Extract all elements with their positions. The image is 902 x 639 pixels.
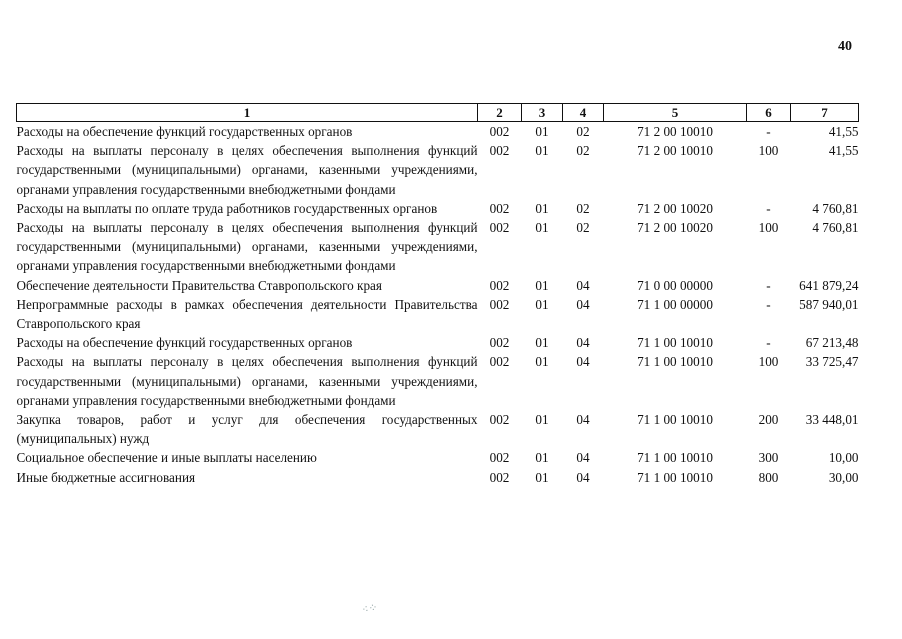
row-subsection: 04 bbox=[576, 277, 590, 293]
row-ministry: 002 bbox=[489, 335, 510, 351]
row-name: Расходы на выплаты персоналу в целях обеспечения выполнения функций государственными (муниципальными) органами, казенными учреждениями, органами управления государственными внебюджетными фондами bbox=[16, 354, 478, 408]
row-subsection: 02 bbox=[576, 220, 590, 236]
table-body bbox=[17, 122, 859, 487]
header-col-5: 5 bbox=[604, 104, 747, 122]
row-name: Расходы на выплаты персоналу в целях обеспечения выполнения функций государственными (муниципальными) органами, казенными учреждениями, органами управления государственными внебюджетными фондами bbox=[16, 220, 478, 274]
row-subsection: 04 bbox=[576, 450, 590, 466]
row-expense-type: 200 bbox=[758, 412, 779, 428]
row-subsection: 04 bbox=[576, 354, 590, 370]
row-ministry: 002 bbox=[489, 450, 510, 466]
table-row bbox=[17, 333, 859, 352]
table-row bbox=[17, 295, 859, 333]
row-section: 01 bbox=[535, 124, 549, 139]
row-section: 01 bbox=[535, 220, 549, 236]
header-col-2: 2 bbox=[478, 104, 522, 122]
row-ministry: 002 bbox=[489, 296, 510, 312]
table-row bbox=[17, 199, 859, 218]
row-target-article: 71 1 00 10010 bbox=[637, 469, 713, 485]
row-amount: 33 448,01 bbox=[805, 412, 859, 428]
row-name: Расходы на выплаты персоналу в целях обеспечения выполнения функций государственными (муниципальными) органами, казенными учреждениями, органами управления государственными внебюджетными фондами bbox=[16, 143, 478, 197]
table-row bbox=[17, 141, 859, 199]
row-expense-type: - bbox=[766, 296, 771, 312]
row-subsection: 04 bbox=[576, 469, 590, 485]
header-col-4: 4 bbox=[563, 104, 604, 122]
row-target-article: 71 1 00 00000 bbox=[637, 296, 713, 312]
row-subsection: 04 bbox=[576, 296, 590, 312]
row-section: 01 bbox=[535, 200, 549, 216]
table-row bbox=[17, 468, 859, 487]
row-amount: 67 213,48 bbox=[805, 335, 859, 351]
row-section: 01 bbox=[535, 277, 549, 293]
row-ministry: 002 bbox=[489, 354, 510, 370]
budget-table bbox=[16, 103, 859, 487]
scan-smudge: ⁖⁘ bbox=[361, 601, 379, 617]
page-number: 40 bbox=[838, 39, 852, 54]
row-target-article: 71 2 00 10010 bbox=[637, 124, 713, 139]
row-section: 01 bbox=[535, 335, 549, 351]
row-subsection: 02 bbox=[576, 143, 590, 159]
row-target-article: 71 1 00 10010 bbox=[637, 412, 713, 428]
row-section: 01 bbox=[535, 469, 549, 485]
row-name: Непрограммные расходы в рамках обеспечения деятельности Правительства Ставропольского края bbox=[16, 296, 478, 332]
row-name: Иные бюджетные ассигнования bbox=[16, 469, 196, 485]
row-subsection: 02 bbox=[576, 124, 590, 139]
row-name: Закупка товаров, работ и услуг для обеспечения государственных (муниципальных) нужд bbox=[16, 412, 478, 447]
row-amount: 33 725,47 bbox=[805, 354, 859, 370]
row-subsection: 04 bbox=[576, 412, 590, 428]
row-section: 01 bbox=[535, 143, 549, 159]
row-expense-type: - bbox=[766, 277, 771, 293]
row-ministry: 002 bbox=[489, 469, 510, 485]
row-amount: 10,00 bbox=[828, 450, 859, 466]
row-section: 01 bbox=[535, 450, 549, 466]
row-expense-type: 100 bbox=[758, 354, 779, 370]
row-name: Расходы на обеспечение функций государственных органов bbox=[16, 335, 353, 351]
row-amount: 4 760,81 bbox=[812, 220, 859, 236]
row-target-article: 71 1 00 10010 bbox=[637, 450, 713, 466]
row-section: 01 bbox=[535, 412, 549, 428]
row-amount: 4 760,81 bbox=[812, 200, 859, 216]
row-section: 01 bbox=[535, 354, 549, 370]
table-row bbox=[17, 218, 859, 276]
table-row bbox=[17, 410, 859, 448]
row-target-article: 71 2 00 10020 bbox=[637, 200, 713, 216]
table-row bbox=[17, 276, 859, 295]
row-ministry: 002 bbox=[489, 124, 510, 139]
row-subsection: 04 bbox=[576, 335, 590, 351]
row-expense-type: 800 bbox=[758, 469, 779, 485]
header-col-6: 6 bbox=[747, 104, 791, 122]
row-expense-type: - bbox=[766, 200, 771, 216]
table-row bbox=[17, 352, 859, 410]
row-target-article: 71 1 00 10010 bbox=[637, 354, 713, 370]
row-name: Социальное обеспечение и иные выплаты населению bbox=[16, 450, 317, 466]
header-col-1: 1 bbox=[17, 104, 478, 122]
row-amount: 41,55 bbox=[828, 124, 859, 139]
row-name: Обеспечение деятельности Правительства Ставропольского края bbox=[16, 277, 382, 293]
table-row bbox=[17, 448, 859, 467]
row-ministry: 002 bbox=[489, 200, 510, 216]
row-expense-type: 100 bbox=[758, 143, 779, 159]
row-amount: 41,55 bbox=[828, 143, 859, 159]
row-section: 01 bbox=[535, 296, 549, 312]
row-name: Расходы на обеспечение функций государственных органов bbox=[16, 124, 353, 139]
row-amount: 641 879,24 bbox=[799, 277, 859, 293]
header-row bbox=[17, 104, 859, 122]
row-target-article: 71 0 00 00000 bbox=[637, 277, 713, 293]
row-target-article: 71 2 00 10020 bbox=[637, 220, 713, 236]
row-target-article: 71 1 00 10010 bbox=[637, 335, 713, 351]
header-col-3: 3 bbox=[522, 104, 563, 122]
row-ministry: 002 bbox=[489, 412, 510, 428]
row-amount: 587 940,01 bbox=[799, 296, 859, 312]
row-ministry: 002 bbox=[489, 220, 510, 236]
row-expense-type: 100 bbox=[758, 220, 779, 236]
table-row bbox=[17, 122, 859, 142]
row-target-article: 71 2 00 10010 bbox=[637, 143, 713, 159]
row-amount: 30,00 bbox=[828, 469, 859, 485]
row-ministry: 002 bbox=[489, 277, 510, 293]
row-ministry: 002 bbox=[489, 143, 510, 159]
row-expense-type: - bbox=[766, 335, 771, 351]
row-expense-type: - bbox=[766, 124, 771, 139]
row-name: Расходы на выплаты по оплате труда работников государственных органов bbox=[16, 200, 438, 216]
header-col-7: 7 bbox=[791, 104, 859, 122]
row-expense-type: 300 bbox=[758, 450, 779, 466]
row-subsection: 02 bbox=[576, 200, 590, 216]
